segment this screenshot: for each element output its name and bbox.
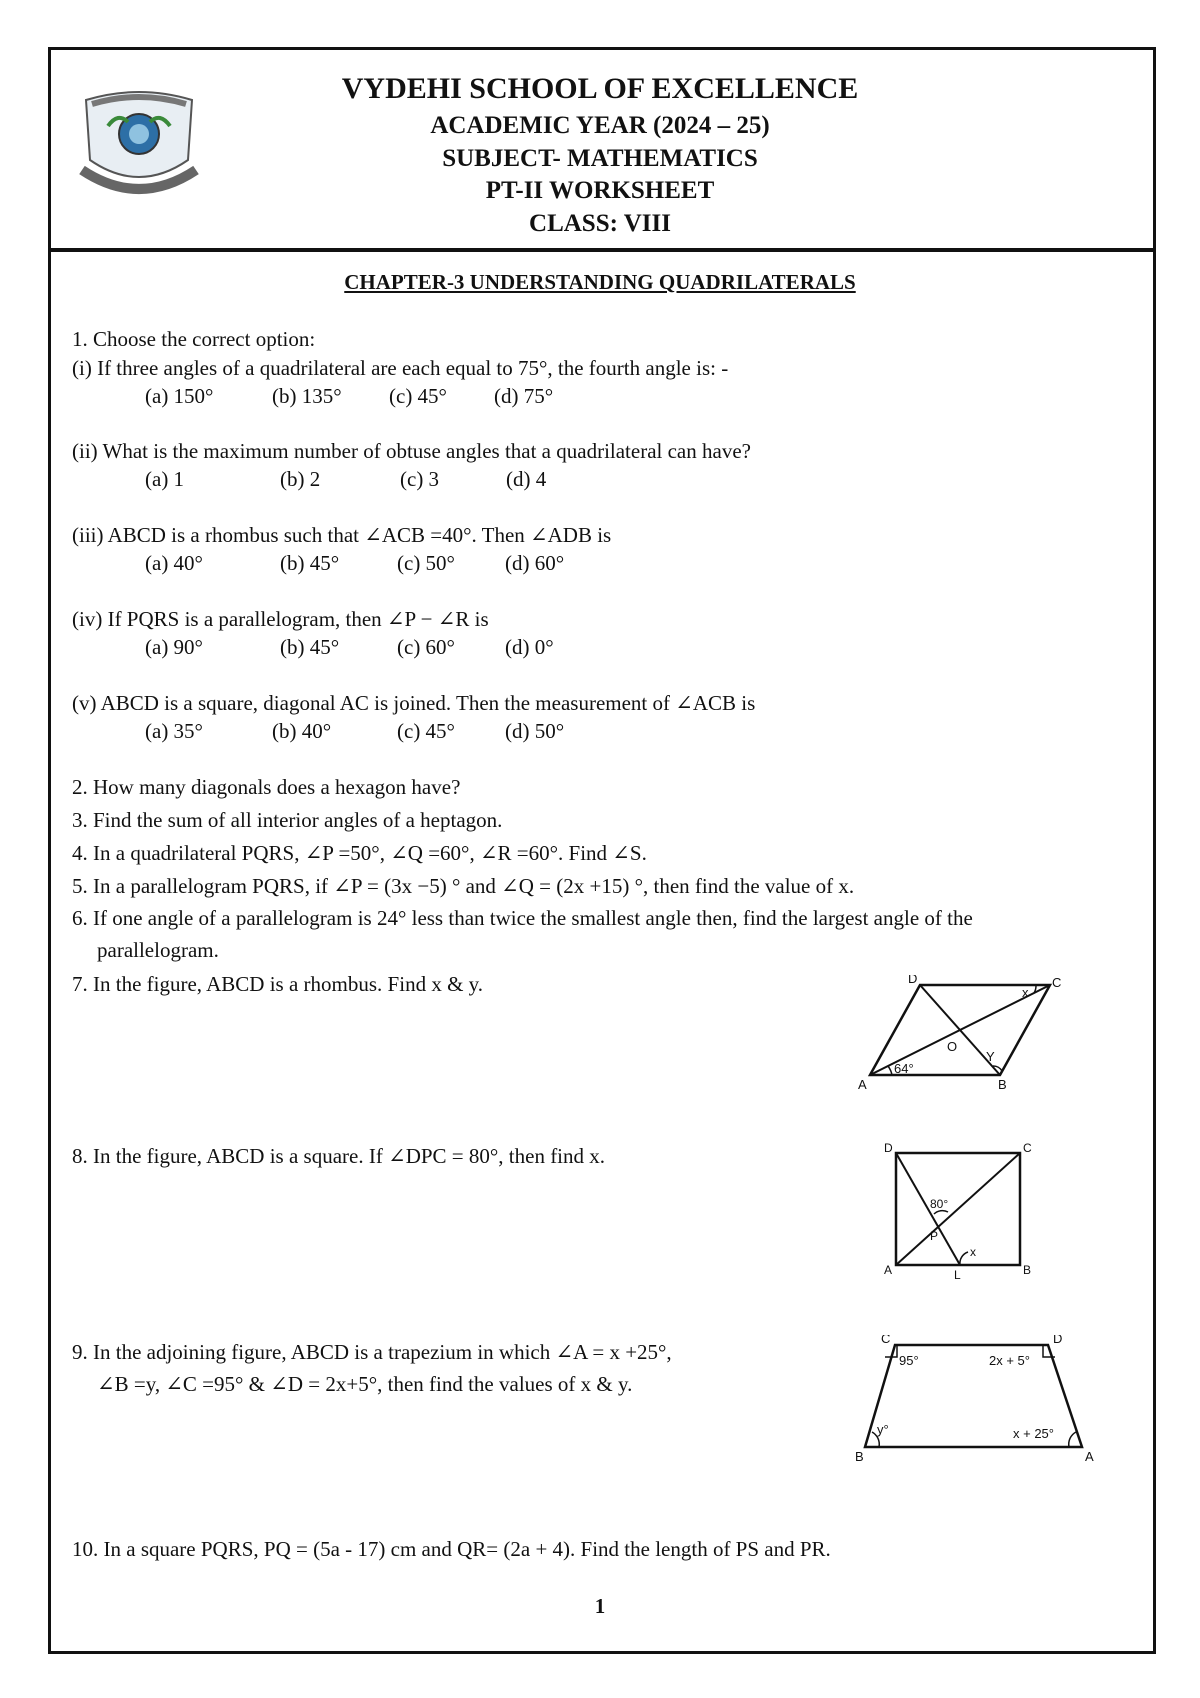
option-c: (c) 45° (397, 719, 455, 743)
option-a: (a) 35° (145, 719, 203, 743)
option-b: (b) 135° (272, 384, 342, 408)
vertex-a: A (1085, 1449, 1094, 1464)
option-d: (d) 0° (505, 635, 554, 659)
page-number: 1 (594, 1594, 606, 1618)
option-a: (a) 150° (145, 384, 214, 408)
point-l: L (954, 1268, 961, 1280)
option-b: (b) 40° (272, 719, 332, 743)
school-name: VYDEHI SCHOOL OF EXCELLENCE (341, 72, 859, 105)
square-figure (878, 1140, 1038, 1280)
angle-80-label: 80° (930, 1197, 949, 1211)
option-d: (d) 4 (506, 467, 547, 491)
angle-x-label: x (970, 1245, 976, 1259)
option-a: (a) 1 (145, 467, 185, 491)
q1-part-iii: (iii) ABCD is a rhombus such that ∠ACB =40°. Then ∠ADB is (72, 523, 612, 547)
worksheet-title: PT-II WORKSHEET (485, 177, 715, 204)
rhombus-figure (850, 975, 1070, 1093)
option-b: (b) 45° (280, 551, 340, 575)
vertex-b: B (855, 1449, 864, 1464)
angle-y-label: Y (986, 1049, 995, 1064)
option-b: (b) 45° (280, 635, 340, 659)
angle-64-label: 64° (894, 1061, 914, 1076)
vertex-a: A (858, 1077, 867, 1092)
header-divider (48, 248, 1156, 252)
vertex-c: C (881, 1335, 891, 1346)
question-4: 4. In a quadrilateral PQRS, ∠P =50°, ∠Q =60°, ∠R =60°. Find ∠S. (72, 841, 647, 865)
option-c: (c) 50° (397, 551, 455, 575)
vertex-d: D (884, 1141, 893, 1155)
angle-b-label: y° (877, 1422, 889, 1437)
trapezium-figure (855, 1335, 1095, 1465)
angle-d-label: 2x + 5° (989, 1353, 1030, 1368)
point-p: P (930, 1229, 939, 1243)
option-d: (d) 75° (494, 384, 554, 408)
q1-intro: 1. Choose the correct option: (72, 327, 316, 351)
chapter-title: CHAPTER-3 UNDERSTANDING QUADRILATERALS (344, 270, 856, 294)
question-6-cont: parallelogram. (97, 938, 219, 962)
option-a: (a) 90° (145, 635, 203, 659)
option-b: (b) 2 (280, 467, 321, 491)
option-d: (d) 50° (505, 719, 565, 743)
question-3: 3. Find the sum of all interior angles of a heptagon. (72, 808, 503, 832)
question-7: 7. In the figure, ABCD is a rhombus. Find x & y. (72, 972, 484, 996)
question-5: 5. In a parallelogram PQRS, if ∠P = (3x −5) ° and ∠Q = (2x +15) °, then find the value of x. (72, 874, 855, 898)
academic-year: ACADEMIC YEAR (2024 – 25) (430, 112, 770, 139)
question-2: 2. How many diagonals does a hexagon have? (72, 775, 461, 799)
option-d: (d) 60° (505, 551, 565, 575)
vertex-b: B (998, 1077, 1007, 1092)
vertex-d: D (908, 975, 918, 986)
class-label: CLASS: VIII (529, 210, 671, 237)
vertex-d: D (1053, 1335, 1063, 1346)
question-6: 6. If one angle of a parallelogram is 24° less than twice the smallest angle then, find the largest angle of the (72, 906, 973, 930)
question-9: 9. In the adjoining figure, ABCD is a trapezium in which ∠A = x +25°, (72, 1340, 672, 1364)
question-10: 10. In a square PQRS, PQ = (5a - 17) cm and QR= (2a + 4). Find the length of PS and PR. (72, 1537, 831, 1561)
q1-part-ii: (ii) What is the maximum number of obtuse angles that a quadrilateral can have? (72, 439, 751, 463)
subject: SUBJECT- MATHEMATICS (442, 145, 758, 172)
q1-part-i: (i) If three angles of a quadrilateral are each equal to 75°, the fourth angle is: - (72, 356, 729, 380)
question-9-cont: ∠B =y, ∠C =95° & ∠D = 2x+5°, then find the values of x & y. (97, 1372, 633, 1396)
angle-a-label: x + 25° (1013, 1426, 1054, 1441)
angle-c-label: 95° (899, 1353, 919, 1368)
vertex-c: C (1023, 1141, 1032, 1155)
q1-part-iv: (iv) If PQRS is a parallelogram, then ∠P − ∠R is (72, 607, 489, 631)
option-c: (c) 60° (397, 635, 455, 659)
option-c: (c) 45° (389, 384, 447, 408)
option-a: (a) 40° (145, 551, 203, 575)
vertex-a: A (884, 1263, 893, 1277)
question-8: 8. In the figure, ABCD is a square. If ∠DPC = 80°, then find x. (72, 1144, 606, 1168)
vertex-b: B (1023, 1263, 1032, 1277)
option-c: (c) 3 (400, 467, 440, 491)
q1-part-v: (v) ABCD is a square, diagonal AC is joined. Then the measurement of ∠ACB is (72, 691, 756, 715)
vertex-c: C (1052, 975, 1062, 990)
angle-x-label: x (1022, 985, 1029, 1000)
center-o: O (947, 1039, 958, 1054)
